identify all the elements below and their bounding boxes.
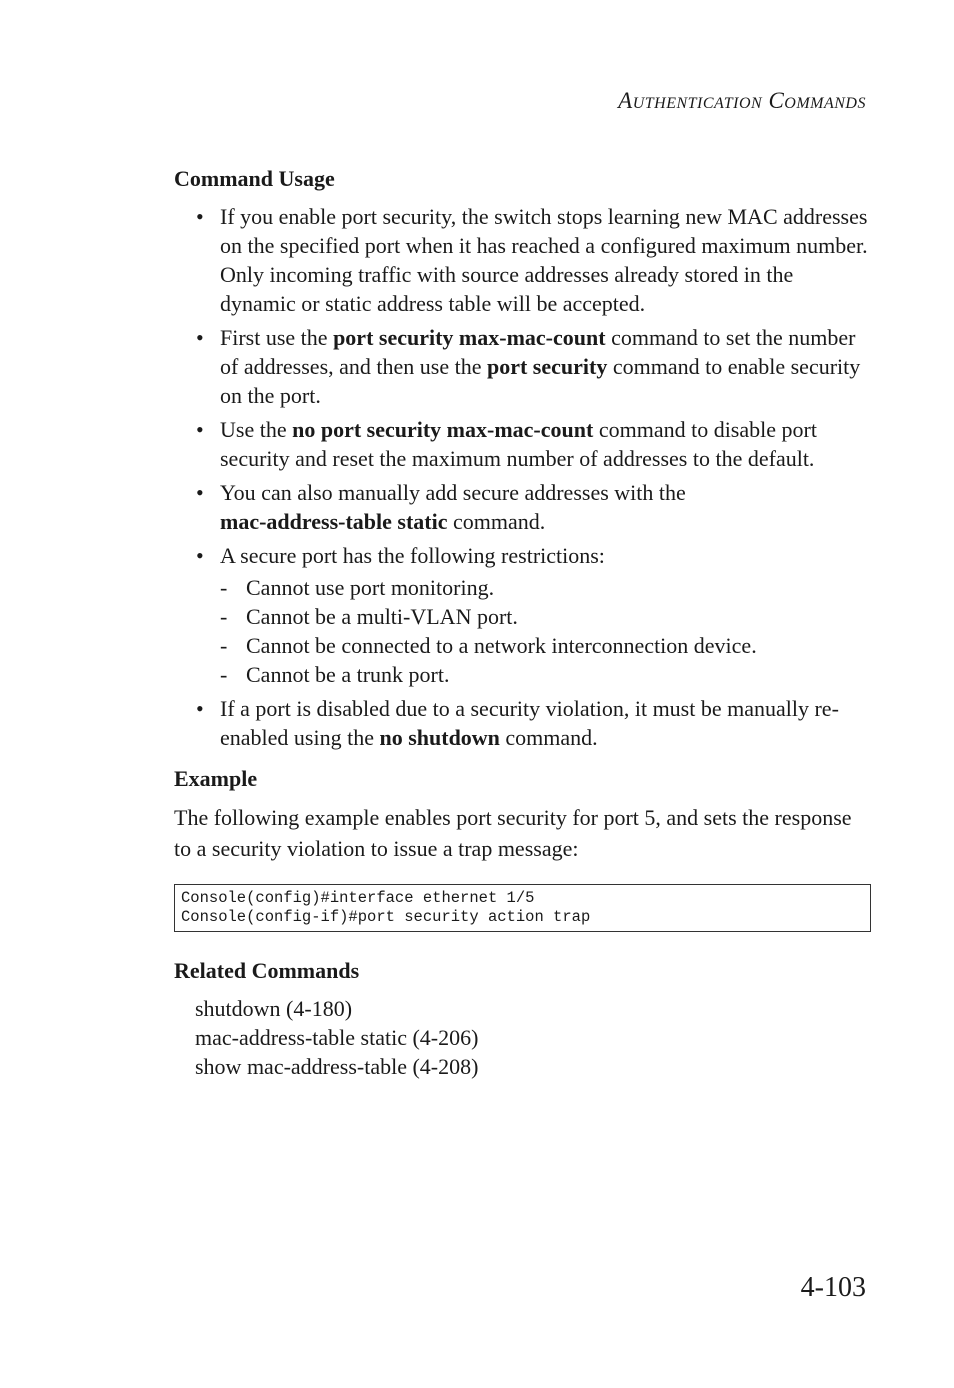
usage-item-text: Use the: [220, 417, 293, 442]
code-line: Console(config)#interface ethernet 1/5: [181, 889, 535, 907]
running-head: Authentication Commands: [618, 88, 866, 113]
related-command-item: show mac-address-table (4-208): [195, 1054, 479, 1079]
usage-item-text: command to enable security on the port.: [220, 354, 861, 408]
usage-item-text: If a port is disabled due to a security violation, it must be manually re-enabled using the: [220, 696, 839, 750]
related-command-item: mac-address-table static (4-206): [195, 1025, 479, 1050]
restriction-item: - Cannot be a trunk port.: [220, 662, 450, 687]
restriction-item: - Cannot use port monitoring.: [220, 575, 495, 600]
command-keyword: mac-address-table static: [220, 509, 448, 534]
related-commands-heading: Related Commands: [174, 958, 360, 983]
example-text: The following example enables port security for port 5, and sets the response to a security violation to issue a trap message:: [174, 805, 852, 861]
usage-item-text: You can also manually add secure addresses with the: [220, 480, 686, 505]
usage-item-text: A secure port has the following restrictions:: [220, 543, 605, 568]
code-example: [174, 884, 871, 932]
command-keyword: port security max-mac-count: [333, 325, 606, 350]
usage-item-text: command to disable port security and reset the maximum number of addresses to the default.: [220, 417, 817, 471]
usage-item-text: command to set the number of addresses, and then use the: [220, 325, 856, 379]
command-keyword: port security: [486, 354, 608, 379]
page-number: 4-103: [800, 1272, 866, 1303]
command-keyword: no shutdown: [379, 725, 500, 750]
usage-item-text: command.: [447, 509, 546, 534]
related-commands-list: [174, 994, 874, 1081]
bullet-icon: •: [196, 204, 204, 229]
bullet-icon: •: [196, 696, 204, 721]
usage-item-5: [174, 541, 874, 689]
usage-item-6: [174, 694, 874, 752]
usage-item-text: First use the: [220, 325, 334, 350]
usage-item-2: [174, 323, 874, 410]
example-heading: Example: [174, 766, 258, 791]
usage-list: [174, 202, 874, 752]
usage-item-text: If you enable port security, the switch stops learning new MAC addresses on the specified port when it has reached a configured maximum number. Only incoming traffic with source addresses already stored in the dynamic or static address table will be accepted.: [220, 204, 868, 316]
command-usage-heading: Command Usage: [174, 166, 335, 191]
restriction-item: - Cannot be a multi-VLAN port.: [220, 604, 518, 629]
usage-item-1: [174, 202, 874, 318]
usage-item-4: [174, 478, 874, 536]
bullet-icon: •: [196, 543, 204, 568]
bullet-icon: •: [196, 480, 204, 505]
restrictions-list: [220, 573, 874, 689]
bullet-icon: •: [196, 417, 204, 442]
bullet-icon: •: [196, 325, 204, 350]
related-command-item: shutdown (4-180): [195, 996, 353, 1021]
usage-item-3: [174, 415, 874, 473]
code-line: Console(config-if)#port security action trap: [181, 908, 591, 926]
usage-item-text: command.: [499, 725, 598, 750]
page-content: [174, 166, 874, 1081]
restriction-item: - Cannot be connected to a network interconnection device.: [220, 633, 757, 658]
command-keyword: no port security max-mac-count: [292, 417, 594, 442]
